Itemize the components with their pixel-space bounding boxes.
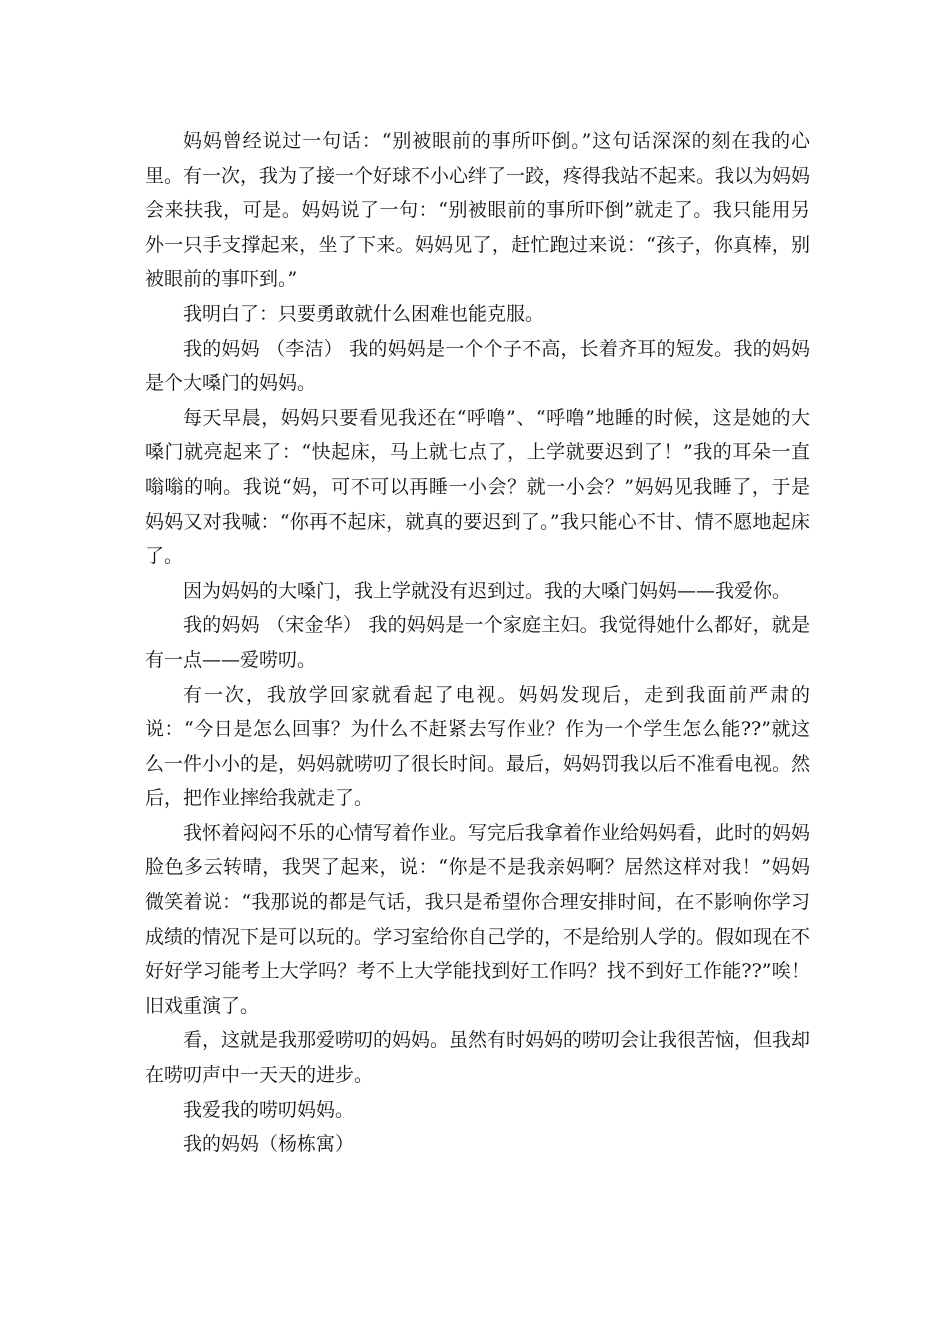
- paragraph-1: 妈妈曾经说过一句话：“别被眼前的事所吓倒。”这句话深深的刻在我的心里。有一次，我为了接一个好球不小心绊了一跤，疼得我站不起来。我以为妈妈会来扶我，可是。妈妈说了一句：“别被眼前的事所吓倒”就走了。我只能用另外一只手支撑起来，坐了下来。妈妈见了，赶忙跑过来说：“孩子，你真棒，别被眼前的事吓到。”: [145, 130, 811, 291]
- document-body: [145, 124, 810, 1162]
- paragraph-10: 我爱我的唠叨妈妈。: [183, 1098, 355, 1121]
- paragraph-9: 看，这就是我那爱唠叨的妈妈。虽然有时妈妈的唠叨会让我很苦恼，但我却在唠叨声中一天天的进步。: [145, 1029, 811, 1087]
- paragraph-8: 我怀着闷闷不乐的心情写着作业。写完后我拿着作业给妈妈看，此时的妈妈脸色多云转晴，我哭了起来，说：“你是不是我亲妈啊？居然这样对我！”妈妈微笑着说：“我那说的都是气话，我只是希望你合理安排时间，在不影响你学习成绩的情况下是可以玩的。学习室给你自己学的，不是给别人学的。假如现在不好好学习能考上大学吗？考不上大学能找到好工作吗？找不到好工作能??”唉！旧戏重演了。: [145, 821, 811, 1017]
- paragraph-5: 因为妈妈的大嗓门，我上学就没有迟到过。我的大嗓门妈妈——我爱你。: [183, 579, 792, 602]
- paragraph-6: 我的妈妈 （宋金华） 我的妈妈是一个家庭主妇。我觉得她什么都好，就是有一点——爱唠叨。: [145, 614, 810, 671]
- paragraph-4: 每天早晨，妈妈只要看见我还在“呼噜”、“呼噜”地睡的时候，这是她的大嗓门就亮起来了：“快起床，马上就七点了，上学就要迟到了！”我的耳朵一直嗡嗡的响。我说“妈，可不可以再睡一小会？就一小会？”妈妈见我睡了，于是妈妈又对我喊：“你再不起床，就真的要迟到了。”我只能心不甘、情不愿地起床了。: [145, 406, 810, 568]
- paragraph-11: 我的妈妈（杨栋寓）: [183, 1133, 355, 1156]
- paragraph-3: 我的妈妈 （李洁） 我的妈妈是一个个子不高，长着齐耳的短发。我的妈妈是个大嗓门的妈妈。: [145, 337, 810, 395]
- paragraph-7: 有一次，我放学回家就看起了电视。妈妈发现后，走到我面前严肃的说：“今日是怎么回事？为什么不赶紧去写作业？作为一个学生怎么能??”就这么一件小小的是，妈妈就唠叨了很长时间。最后，妈妈罚我以后不准看电视。然后，把作业摔给我就走了。: [145, 683, 811, 810]
- paragraph-2: 我明白了：只要勇敢就什么困难也能克服。: [183, 302, 545, 325]
